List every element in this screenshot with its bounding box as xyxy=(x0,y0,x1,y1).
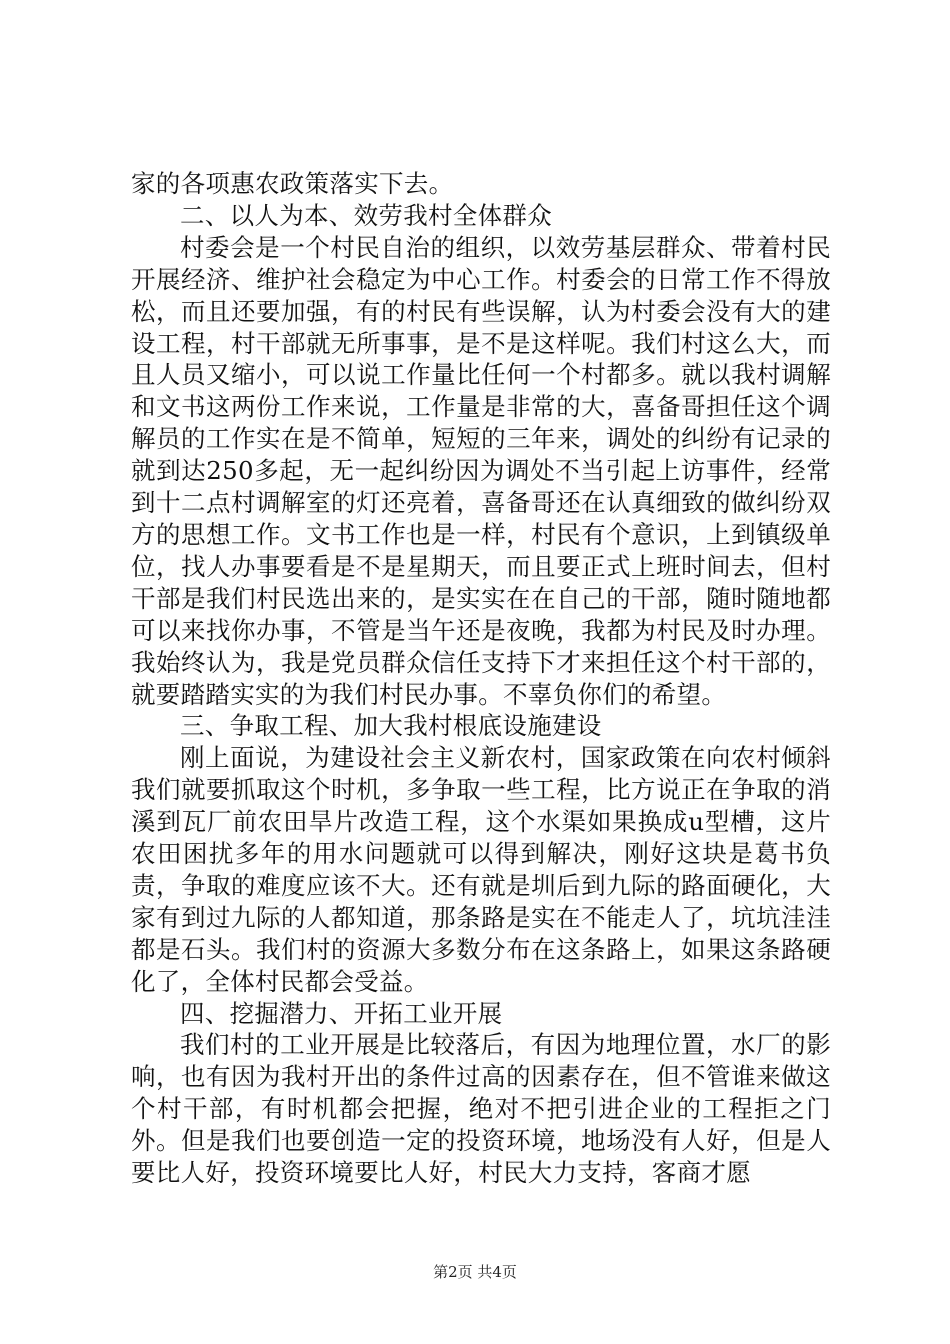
section-heading-4: 四、挖掘潜力、开拓工业开展 xyxy=(180,998,503,1028)
section-heading-2: 二、以人为本、效劳我村全体群众 xyxy=(180,200,552,230)
page-footer xyxy=(0,1261,950,1282)
page-number-indicator: 第2页 共4页 xyxy=(433,1263,517,1281)
paragraph-section-3: 刚上面说，为建设社会主义新农村，国家政策在向农村倾斜我们就要抓取这个时机，多争取一些工程，比方说正在争取的消溪到瓦厂前农田旱片改造工程，这个水渠如果换成u型槽，这片农田困扰多年的用水问题就可以得到解决，刚好这块是葛书负责，争取的难度应该不大。还有就是圳后到九际的路面硬化，大家有到过九际的人都知道，那条路是实在不能走人了，坑坑洼洼都是石头。我们村的资源大多数分布在这条路上，如果这条路硬化了，全体村民都会受益。 xyxy=(131,743,831,996)
document-body xyxy=(131,168,831,1189)
paragraph-section-2: 村委会是一个村民自治的组织，以效劳基层群众、带着村民开展经济、维护社会稳定为中心工作。村委会的日常工作不得放松，而且还要加强，有的村民有些误解，认为村委会没有大的建设工程，村干部就无所事事，是不是这样呢。我们村这么大，而且人员又缩小，可以说工作量比任何一个村都多。就以我村调解和文书这两份工作来说，工作量是非常的大，喜备哥担任这个调解员的工作实在是不简单，短短的三年来，调处的纠纷有记录的就到达250多起，无一起纠纷因为调处不当引起上访事件，经常到十二点村调解室的灯还亮着，喜备哥还在认真细致的做纠纷双方的思想工作。文书工作也是一样，村民有个意识，上到镇级单位，找人办事要看是不是星期天，而且要正式上班时间去，但村干部是我们村民选出来的，是实实在在自己的干部，随时随地都可以来找你办事，不管是当午还是夜晚，我都为村民及时办理。我始终认为，我是党员群众信任支持下才来担任这个村干部的，就要踏踏实实的为我们村民办事。不辜负你们的希望。 xyxy=(131,232,831,709)
section-heading-3: 三、争取工程、加大我村根底设施建设 xyxy=(180,711,602,741)
paragraph-section-4: 我们村的工业开展是比较落后，有因为地理位置，水厂的影响，也有因为我村开出的条件过高的因素存在，但不管谁来做这个村干部，有时机都会把握，绝对不把引进企业的工程拒之门外。但是我们也要创造一定的投资环境，地场没有人好，但是人要比人好，投资环境要比人好，村民大力支持，客商才愿 xyxy=(131,1030,831,1188)
paragraph-continuation: 家的各项惠农政策落实下去。 xyxy=(131,169,454,198)
